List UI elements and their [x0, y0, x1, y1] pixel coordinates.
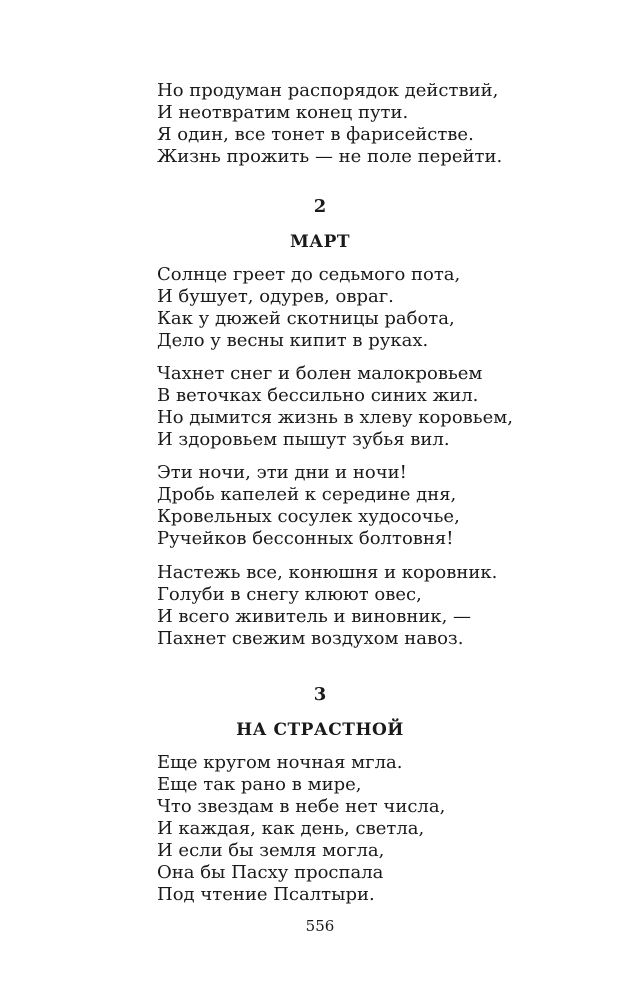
poem-line: Но продуман распорядок действий,: [157, 80, 499, 101]
poem-3-title: НА СТРАСТНОЙ: [236, 720, 404, 740]
poem-line: Ручейков бессонных болтовня!: [157, 528, 454, 549]
poem-line: Под чтение Псалтыри.: [157, 884, 375, 905]
poem-2-stanza-1: [157, 264, 577, 352]
poem-line: Дробь капелей к середине дня,: [157, 484, 457, 505]
poem-2-number: 2: [313, 196, 327, 217]
poem-line: Жизнь прожить — не поле перейти.: [157, 146, 503, 167]
poem-2-title: МАРТ: [289, 232, 351, 252]
poem-line: Еще так рано в мире,: [157, 774, 362, 795]
poem-line: Что звездам в небе нет числа,: [157, 796, 446, 817]
poem-line: Эти ночи, эти дни и ночи!: [157, 462, 407, 483]
poem-line: Голуби в снегу клюют овес,: [157, 584, 422, 605]
poem-line: Как у дюжей скотницы работа,: [157, 308, 455, 329]
poem-3-stanza-1: [157, 752, 577, 906]
poem-line: И каждая, как день, светла,: [157, 818, 425, 839]
poem-line: Она бы Пасху проспала: [157, 862, 384, 883]
poem-line: И неотвратим конец пути.: [157, 102, 409, 123]
poem-2-stanza-2: [157, 363, 577, 451]
poem-3-number: 3: [313, 684, 327, 705]
page-number: 556: [305, 917, 335, 935]
opening-stanza: [157, 80, 577, 168]
poem-line: Еще кругом ночная мгла.: [157, 752, 403, 773]
poem-line: И если бы земля могла,: [157, 840, 385, 861]
poem-line: Пахнет свежим воздухом навоз.: [157, 628, 464, 649]
poem-line: Кровельных сосулек худосочье,: [157, 506, 460, 527]
poem-line: И здоровьем пышут зубья вил.: [157, 429, 450, 450]
poem-line: Солнце греет до седьмого пота,: [157, 264, 461, 285]
poem-line: Настежь все, конюшня и коровник.: [157, 562, 498, 583]
poem-2-stanza-4: [157, 562, 577, 650]
poem-line: Дело у весны кипит в руках.: [157, 330, 429, 351]
poem-line: И всего живитель и виновник, —: [157, 606, 472, 627]
poem-line: И бушует, одурев, овраг.: [157, 286, 394, 307]
poem-line: Но дымится жизнь в хлеву коровьем,: [157, 407, 513, 428]
poem-line: Чахнет снег и болен малокровьем: [157, 363, 483, 384]
poem-line: Я один, все тонет в фарисействе.: [157, 124, 474, 145]
poem-2-stanza-3: [157, 462, 577, 550]
poem-line: В веточках бессильно синих жил.: [157, 385, 479, 406]
